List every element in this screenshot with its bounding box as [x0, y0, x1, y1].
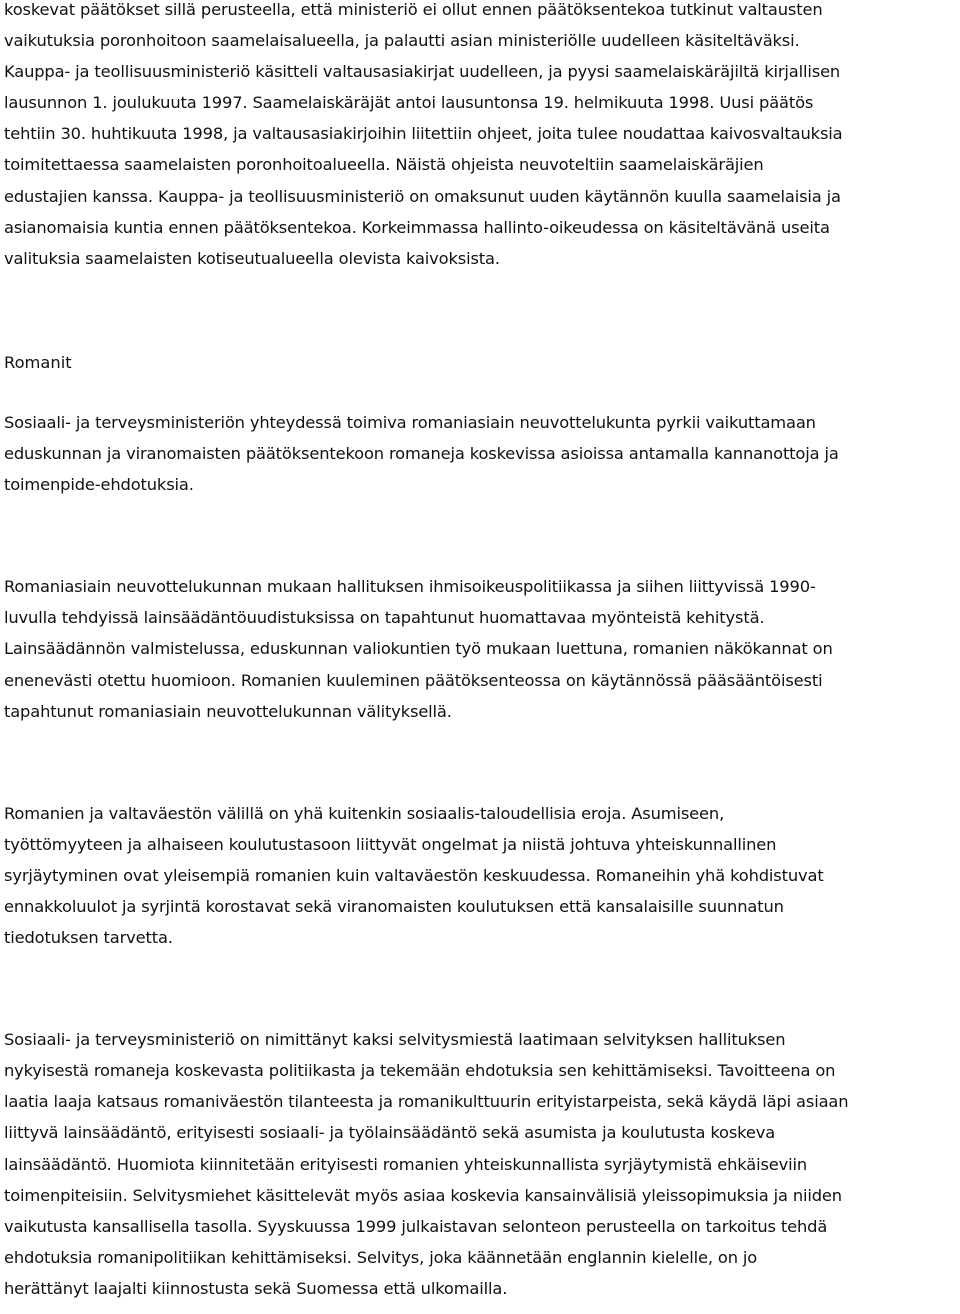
text-line: syrjäytyminen ovat yleisempiä romanien kuin valtaväestön keskuudessa. Romaneihin yhä kohdistuvat — [4, 865, 824, 885]
text-line: työttömyyteen ja alhaiseen koulutustasoon liittyvät ongelmat ja niistä johtuva yhteiskunnallinen — [4, 834, 777, 854]
text-line: asianomaisia kuntia ennen päätöksentekoa. Korkeimmassa hallinto-oikeudessa on käsiteltävänä useita — [4, 217, 830, 237]
text-line: Kauppa- ja teollisuusministeriö käsitteli valtausasiakirjat uudelleen, ja pyysi saamelaiskäräjiltä kirjallisen — [4, 62, 841, 82]
text-line: toimenpiteisiin. Selvitysmiehet käsittelevät myös asiaa koskevia kansainvälisiä yleissopimuksia ja niiden — [4, 1185, 842, 1205]
text-line: Romaniasiain neuvottelukunnan mukaan hallituksen ihmisoikeuspolitiikassa ja siihen liittyvissä 1990- — [4, 577, 816, 597]
paragraph-spacer — [4, 274, 956, 347]
paragraph-saami-mining — [4, 0, 956, 274]
text-line: Sosiaali- ja terveysministeriö on nimittänyt kaksi selvitysmiestä laatimaan selvityksen hallituksen — [4, 1030, 786, 1050]
text-line: toimitettaessa saamelaisten poronhoitoalueella. Näistä ohjeista neuvoteltiin saamelaiskäräjien — [4, 155, 764, 175]
text-line: vaikutusta kansallisella tasolla. Syyskuussa 1999 julkaistavan selonteon perusteella on tarkoitus tehdä — [4, 1216, 828, 1236]
paragraph-spacer — [4, 953, 956, 1024]
text-line: herättänyt laajalti kiinnostusta sekä Suomessa että ulkomailla. — [4, 1278, 508, 1298]
text-line: ehdotuksia romanipolitiikan kehittämiseksi. Selvitys, joka käännetään englannin kielelle, on jo — [4, 1247, 758, 1267]
text-line: enenevästi otettu huomioon. Romanien kuuleminen päätöksenteossa on käytännössä pääsääntöisesti — [4, 670, 823, 690]
paragraph-policy-study — [4, 1024, 956, 1304]
text-line: tehtiin 30. huhtikuuta 1998, ja valtausasiakirjoihin liitettiin ohjeet, joita tulee noudattaa kaivosvaltauksia — [4, 124, 843, 144]
paragraph-legislation-progress — [4, 571, 956, 726]
text-line: Lainsäädännön valmistelussa, eduskunnan valiokuntien työ mukaan luettuna, romanien näkökannat on — [4, 639, 833, 659]
text-line: koskevat päätökset sillä perusteella, että ministeriö ei ollut ennen päätöksentekoa tutkinut valtausten — [4, 0, 823, 19]
document-page — [4, 0, 956, 1304]
text-line: eduskunnan ja viranomaisten päätöksentekoon romaneja koskevissa asioissa antamalla kannanottoja ja — [4, 444, 839, 464]
text-line: luvulla tehdyissä lainsäädäntöuudistuksissa on tapahtunut huomattavaa myönteistä kehitystä. — [4, 608, 765, 628]
text-line: nykyisestä romaneja koskevasta politiikasta ja tekemään ehdotuksia sen kehittämiseksi. Tavoitteena on — [4, 1061, 836, 1081]
paragraph-spacer — [4, 500, 956, 571]
text-line: laatia laaja katsaus romaniväestön tilanteesta ja romanikulttuurin erityistarpeista, sekä käydä läpi asiaan — [4, 1092, 849, 1112]
text-line: vaikutuksia poronhoitoon saamelaisalueella, ja palautti asian ministeriölle uudelleen käsiteltäväksi. — [4, 31, 800, 51]
paragraph-socioeconomic-differences — [4, 798, 956, 953]
paragraph-spacer — [4, 378, 956, 407]
text-line: tapahtunut romaniasiain neuvottelukunnan välityksellä. — [4, 701, 452, 721]
text-line: valituksia saamelaisten kotiseutualueella olevista kaivoksista. — [4, 248, 500, 268]
text-line: Romanien ja valtaväestön välillä on yhä kuitenkin sosiaalis-taloudellisia eroja. Asumiseen, — [4, 803, 725, 823]
text-line: edustajien kanssa. Kauppa- ja teollisuusministeriö on omaksunut uuden käytännön kuulla saamelaisia ja — [4, 186, 841, 206]
text-line: ennakkoluulot ja syrjintä korostavat sekä viranomaisten koulutuksen että kansalaisille suunnatun — [4, 896, 784, 916]
text-line: lausunnon 1. joulukuuta 1997. Saamelaiskäräjät antoi lausuntonsa 19. helmikuuta 1998. Uusi päätös — [4, 93, 814, 113]
text-line: lainsäädäntö. Huomiota kiinnitetään erityisesti romanien yhteiskunnallista syrjäytymistä ehkäiseviin — [4, 1154, 808, 1174]
section-heading-romanit: Romanit — [4, 352, 72, 372]
text-line: liittyvä lainsäädäntö, erityisesti sosiaali- ja työlainsäädäntö sekä asumista ja koulutusta koskeva — [4, 1123, 776, 1143]
paragraph-spacer — [4, 727, 956, 798]
paragraph-advisory-board — [4, 407, 956, 500]
text-line: toimenpide-ehdotuksia. — [4, 475, 194, 495]
text-line: tiedotuksen tarvetta. — [4, 928, 173, 948]
text-line: Sosiaali- ja terveysministeriön yhteydessä toimiva romaniasiain neuvottelukunta pyrkii vaikuttamaan — [4, 412, 816, 432]
